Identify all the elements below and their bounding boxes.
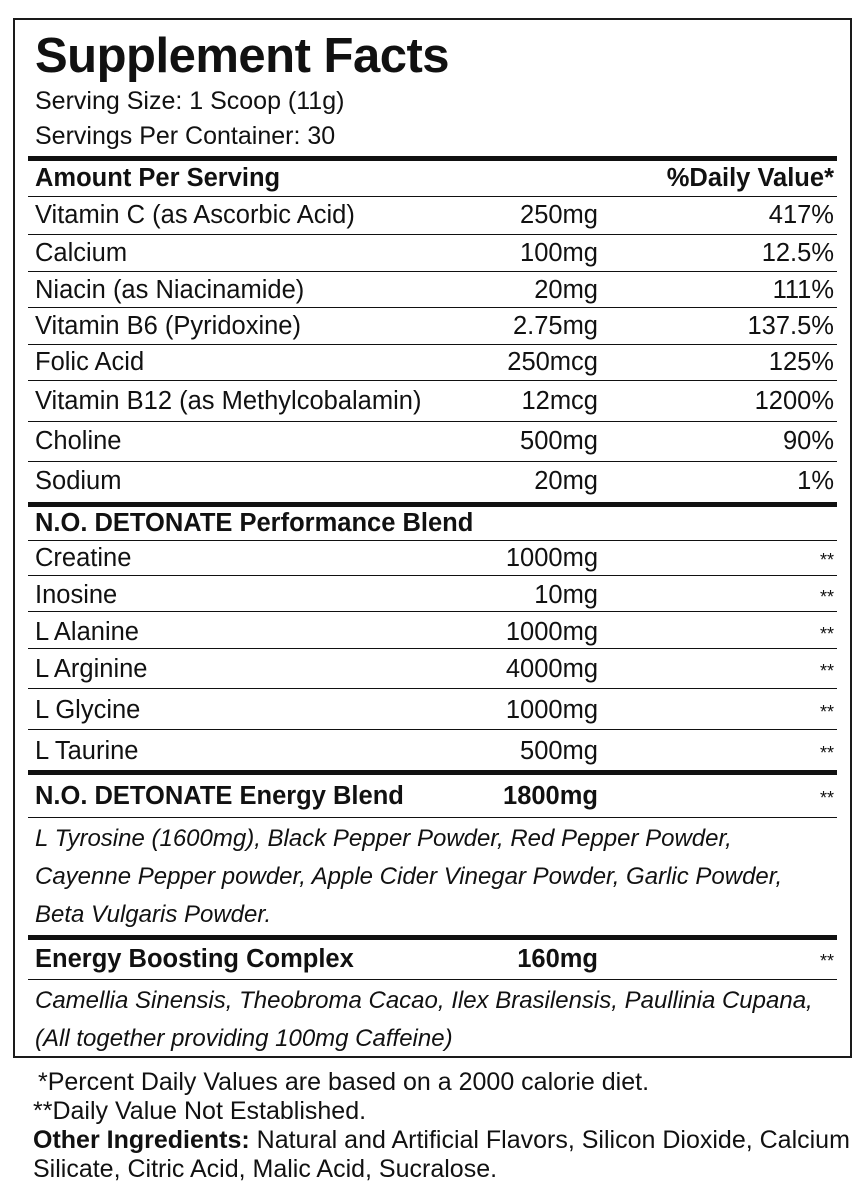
nutrient-dv: 1200% xyxy=(754,387,834,415)
serving-size: Serving Size: 1 Scoop (11g) xyxy=(35,87,345,115)
divider xyxy=(28,234,837,235)
panel-title: Supplement Facts xyxy=(35,29,450,83)
nutrient-name: Folic Acid xyxy=(35,348,145,376)
nutrient-name: Calcium xyxy=(35,239,128,267)
nutrient-name: Niacin (as Niacinamide) xyxy=(35,276,305,304)
ingredient-name: Inosine xyxy=(35,581,118,609)
daily-value-label: %Daily Value* xyxy=(666,164,834,192)
nutrient-dv: 111% xyxy=(772,276,834,304)
ingredient-amount: 10mg xyxy=(534,581,598,609)
energy-blend-title: N.O. DETONATE Energy Blend xyxy=(35,782,404,810)
supplement-facts-panel xyxy=(13,18,852,1058)
amount-per-serving-label: Amount Per Serving xyxy=(35,164,281,192)
boosting-complex-amount: 160mg xyxy=(517,945,598,973)
description-line: (All together providing 100mg Caffeine) xyxy=(35,1025,453,1052)
divider xyxy=(28,461,837,462)
ingredient-dv: ** xyxy=(819,624,834,644)
divider xyxy=(28,196,837,197)
nutrient-dv: 90% xyxy=(782,427,834,455)
divider xyxy=(28,729,837,730)
divider xyxy=(28,271,837,272)
ingredient-amount: 1000mg xyxy=(505,696,598,724)
ingredient-dv: ** xyxy=(819,661,834,681)
divider xyxy=(28,575,837,576)
nutrient-name: Choline xyxy=(35,427,122,455)
divider xyxy=(28,344,837,345)
ingredient-amount: 1000mg xyxy=(505,544,598,572)
nutrient-name: Vitamin B6 (Pyridoxine) xyxy=(35,312,301,340)
description-line: Camellia Sinensis, Theobroma Cacao, Ilex Brasilensis, Paullinia Cupana, xyxy=(35,987,813,1014)
ingredient-name: Creatine xyxy=(35,544,132,572)
nutrient-amount: 250mg xyxy=(520,201,598,229)
energy-blend-amount: 1800mg xyxy=(503,782,598,810)
nutrient-amount: 100mg xyxy=(520,239,598,267)
energy-blend-dv: ** xyxy=(819,788,834,808)
daily-value-not-established-note: **Daily Value Not Established. xyxy=(33,1097,367,1125)
divider-thick xyxy=(28,156,837,161)
nutrient-dv: 1% xyxy=(797,467,834,495)
energy-blend-description xyxy=(35,820,835,934)
boosting-complex-description xyxy=(35,982,835,1058)
other-ingredients xyxy=(33,1126,853,1184)
nutrient-amount: 20mg xyxy=(534,467,598,495)
divider xyxy=(28,979,837,980)
description-line: Beta Vulgaris Powder. xyxy=(35,901,272,928)
boosting-complex-dv: ** xyxy=(819,951,834,971)
nutrient-amount: 12mcg xyxy=(521,387,598,415)
other-ingredients-text: Natural and Artificial Flavors, Silicon Dioxide, Calcium Silicate, Citric Acid, Malic Acid, Sucralose. xyxy=(33,1126,850,1183)
ingredient-name: L Glycine xyxy=(35,696,141,724)
divider-thick xyxy=(28,935,837,940)
nutrient-amount: 2.75mg xyxy=(512,312,598,340)
nutrient-amount: 20mg xyxy=(534,276,598,304)
ingredient-amount: 500mg xyxy=(520,737,598,765)
divider xyxy=(28,688,837,689)
divider-thick xyxy=(28,502,837,507)
nutrient-dv: 417% xyxy=(768,201,834,229)
nutrient-name: Vitamin B12 (as Methylcobalamin) xyxy=(35,387,422,415)
ingredient-dv: ** xyxy=(819,702,834,722)
ingredient-amount: 1000mg xyxy=(505,618,598,646)
percent-daily-value-note: *Percent Daily Values are based on a 2000 calorie diet. xyxy=(38,1068,650,1096)
ingredient-name: L Taurine xyxy=(35,737,139,765)
nutrient-dv: 137.5% xyxy=(747,312,834,340)
nutrient-name: Sodium xyxy=(35,467,122,495)
divider-thick xyxy=(28,770,837,775)
nutrient-amount: 250mcg xyxy=(507,348,598,376)
servings-per-container: Servings Per Container: 30 xyxy=(35,122,336,150)
description-line: L Tyrosine (1600mg), Black Pepper Powder, Red Pepper Powder, xyxy=(35,825,732,852)
ingredient-amount: 4000mg xyxy=(505,655,598,683)
divider xyxy=(28,380,837,381)
nutrient-dv: 125% xyxy=(768,348,834,376)
divider xyxy=(28,540,837,541)
ingredient-dv: ** xyxy=(819,550,834,570)
nutrient-amount: 500mg xyxy=(520,427,598,455)
ingredient-dv: ** xyxy=(819,743,834,763)
divider xyxy=(28,611,837,612)
performance-blend-title: N.O. DETONATE Performance Blend xyxy=(35,509,474,537)
divider xyxy=(28,421,837,422)
other-ingredients-label: Other Ingredients: xyxy=(33,1126,250,1154)
ingredient-dv: ** xyxy=(819,587,834,607)
divider xyxy=(28,307,837,308)
ingredient-name: L Arginine xyxy=(35,655,148,683)
nutrient-name: Vitamin C (as Ascorbic Acid) xyxy=(35,201,355,229)
divider xyxy=(28,648,837,649)
description-line: Cayenne Pepper powder, Apple Cider Vinegar Powder, Garlic Powder, xyxy=(35,863,783,890)
ingredient-name: L Alanine xyxy=(35,618,139,646)
nutrient-dv: 12.5% xyxy=(761,239,834,267)
divider xyxy=(28,817,837,818)
boosting-complex-title: Energy Boosting Complex xyxy=(35,945,354,973)
